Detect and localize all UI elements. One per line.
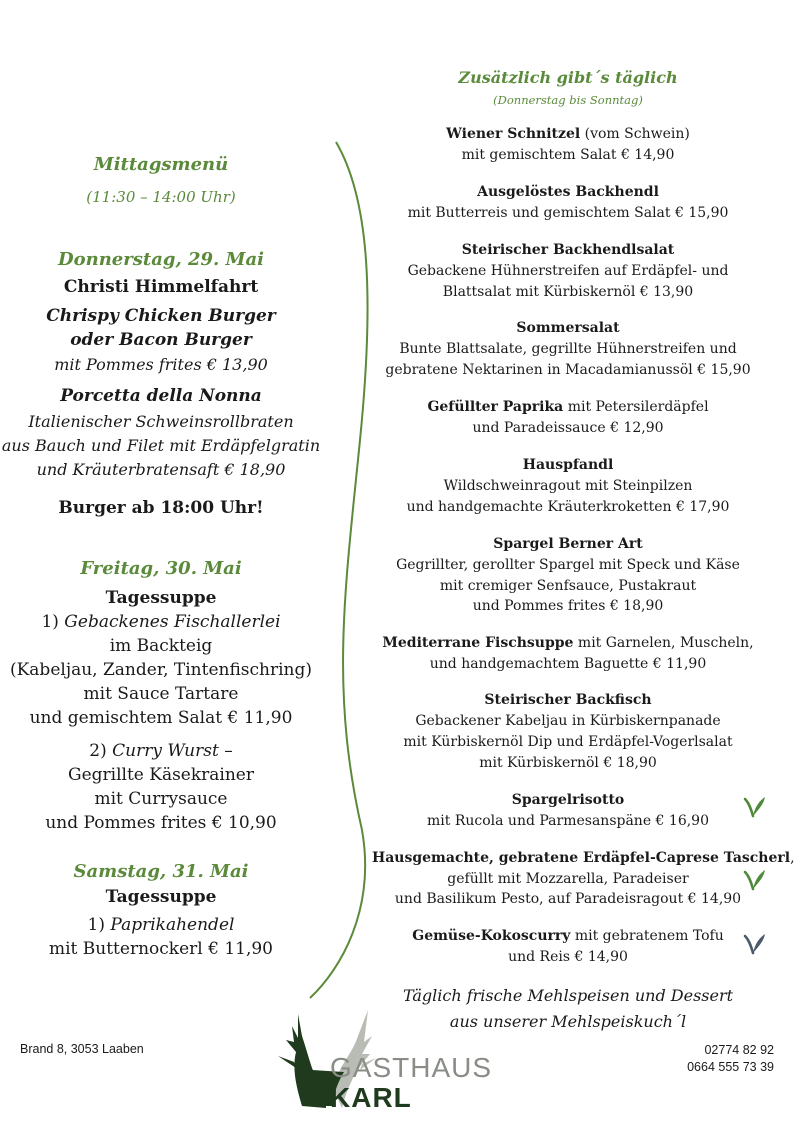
menu-item-description: Gebackene Hühnerstreifen auf Erdäpfel- und <box>407 263 729 279</box>
friday-opt2-line2: Gegrillte Käsekrainer <box>67 765 254 785</box>
menu-item-title <box>372 126 764 142</box>
saturday-opt1-line1: 1) Paprikahendel <box>87 915 235 935</box>
menu-item-name: Spargel Berner Art <box>493 536 643 552</box>
thursday-holiday: Christi Himmelfahrt <box>63 277 259 297</box>
menu-item-description: und Reis € 14,90 <box>508 949 628 965</box>
friday-opt2-line3: mit Currysauce <box>94 789 228 809</box>
menu-item-title <box>372 928 764 944</box>
menu-item-description: Bunte Blattsalate, gegrillte Hühnerstreifen und <box>399 341 737 357</box>
friday-opt1-line3: (Kabeljau, Zander, Tintenfischring) <box>9 660 313 680</box>
menu-item-description: und handgemachte Kräuterkroketten € 17,90 <box>406 499 730 515</box>
menu-item-description: mit Butterreis und gemischtem Salat € 15,90 <box>407 205 729 221</box>
menu-item-name: Mediterrane Fischsuppe <box>382 635 574 651</box>
vegan-leaf-icon <box>742 930 768 956</box>
thursday-dish2-line3: und Kräuterbratensaft € 18,90 <box>36 460 286 479</box>
menu-item-name: Ausgelöstes Backhendl <box>477 184 659 200</box>
menu-item-title <box>372 242 764 258</box>
vegetarian-leaf-icon <box>742 793 768 819</box>
vegetarian-leaf-icon <box>742 866 768 892</box>
menu-item-title <box>372 457 764 473</box>
menu-item-name: Hauspfandl <box>522 457 614 473</box>
thursday-date: Donnerstag, 29. Mai <box>58 249 264 270</box>
lunch-hours: (11:30 – 14:00 Uhr) <box>86 188 236 206</box>
menu-item-title <box>372 536 764 552</box>
menu-item-description: Wildschweinragout mit Steinpilzen <box>443 478 693 494</box>
menu-item-description: mit Rucola und Parmesanspäne € 16,90 <box>427 813 709 829</box>
menu-item-name: Sommersalat <box>516 320 620 336</box>
friday-opt1-line1: 1) Gebackenes Fischallerlei <box>41 612 281 632</box>
menu-item-title <box>372 399 764 415</box>
friday-date: Freitag, 30. Mai <box>80 558 242 579</box>
menu-item-name: Wiener Schnitzel <box>446 126 581 142</box>
closing-line-1: Täglich frische Mehlspeisen und Dessert <box>402 986 734 1005</box>
menu-item-inline-text: , <box>790 850 795 866</box>
saturday-soup: Tagessuppe <box>105 887 217 907</box>
menu-item-name: Steirischer Backhendlsalat <box>461 242 675 258</box>
gasthaus-logo <box>272 996 502 1116</box>
saturday-date: Samstag, 31. Mai <box>73 861 249 882</box>
menu-item-description: und Paradeissauce € 12,90 <box>472 420 664 436</box>
menu-item-description: gefüllt mit Mozzarella, Paradeiser <box>447 871 689 887</box>
friday-opt2-line4: und Pommes frites € 10,90 <box>45 813 277 833</box>
menu-item-name: Steirischer Backfisch <box>484 692 652 708</box>
phone-numbers <box>640 1042 774 1076</box>
closing-line-2: aus unserer Mehlspeiskuch´l <box>449 1012 687 1031</box>
menu-item-name: Spargelrisotto <box>511 792 625 808</box>
menu-item-name: Gefüllter Paprika <box>427 399 564 415</box>
thursday-dish2-title: Porcetta della Nonna <box>60 386 262 406</box>
friday-opt2-line1: 2) Curry Wurst – <box>89 741 233 761</box>
menu-item-description: Gegrillter, gerollter Spargel mit Speck und Käse <box>396 557 740 573</box>
burger-note: Burger ab 18:00 Uhr! <box>58 498 264 518</box>
phone-mobile: 0664 555 73 39 <box>687 1060 774 1074</box>
menu-item-title <box>372 792 764 808</box>
friday-opt1-line4: mit Sauce Tartare <box>83 684 239 704</box>
daily-menu-title: Zusätzlich gibt´s täglich <box>458 68 678 87</box>
phone-landline: 02774 82 92 <box>704 1043 774 1057</box>
menu-item-title <box>372 184 764 200</box>
friday-opt1-line2: im Backteig <box>109 636 213 656</box>
menu-item-description: Gebackener Kabeljau in Kürbiskernpanade <box>415 713 721 729</box>
thursday-dish2-line1: Italienischer Schweinsrollbraten <box>28 412 294 431</box>
thursday-dish1-line3: mit Pommes frites € 13,90 <box>54 355 268 374</box>
lunch-menu-title: Mittagsmenü <box>93 154 229 175</box>
friday-soup: Tagessuppe <box>105 588 217 608</box>
thursday-dish2-line2: aus Bauch und Filet mit Erdäpfelgratin <box>1 436 321 455</box>
menu-item-title <box>372 635 764 651</box>
friday-opt1-line5: und gemischtem Salat € 11,90 <box>29 708 293 728</box>
saturday-opt1-line2: mit Butternockerl € 11,90 <box>48 939 273 959</box>
logo-word-gasthaus: GASTHAUS <box>330 1052 493 1083</box>
menu-item-name: Hausgemachte, gebratene Erdäpfel-Caprese Tascherl <box>372 850 791 866</box>
thursday-dish1-line1: Chrispy Chicken Burger <box>46 306 276 326</box>
menu-item-description: und handgemachtem Baguette € 11,90 <box>429 656 707 672</box>
menu-item-description: und Pommes frites € 18,90 <box>472 598 664 614</box>
menu-item-title <box>372 692 764 708</box>
menu-item-description: mit cremiger Senfsauce, Pustakraut <box>439 578 697 594</box>
menu-item-inline-text: mit gebratenem Tofu <box>570 928 724 944</box>
menu-item-inline-text: (vom Schwein) <box>580 126 690 142</box>
menu-item-description: mit Kürbiskernöl € 18,90 <box>479 755 657 771</box>
menu-item-inline-text: mit Garnelen, Muscheln, <box>573 635 754 651</box>
menu-item-description: gebratene Nektarinen in Macadamianussöl € 15,90 <box>385 362 751 378</box>
menu-item-name: Gemüse-Kokoscurry <box>412 928 571 944</box>
menu-item-title <box>372 320 764 336</box>
menu-item-title <box>372 850 795 866</box>
menu-item-inline-text: mit Petersilerdäpfel <box>563 399 709 415</box>
menu-item-description: Blattsalat mit Kürbiskernöl € 13,90 <box>442 284 694 300</box>
logo-word-karl: KARL <box>330 1082 412 1113</box>
address: Brand 8, 3053 Laaben <box>20 1042 144 1056</box>
menu-item-description: mit Kürbiskernöl Dip und Erdäpfel-Vogerlsalat <box>403 734 733 750</box>
menu-item-description: und Basilikum Pesto, auf Paradeisragout € 14,90 <box>394 891 742 907</box>
thursday-dish1-line2: oder Bacon Burger <box>70 330 252 350</box>
daily-menu-subtitle: (Donnerstag bis Sonntag) <box>493 93 643 107</box>
menu-item-description: mit gemischtem Salat € 14,90 <box>461 147 675 163</box>
